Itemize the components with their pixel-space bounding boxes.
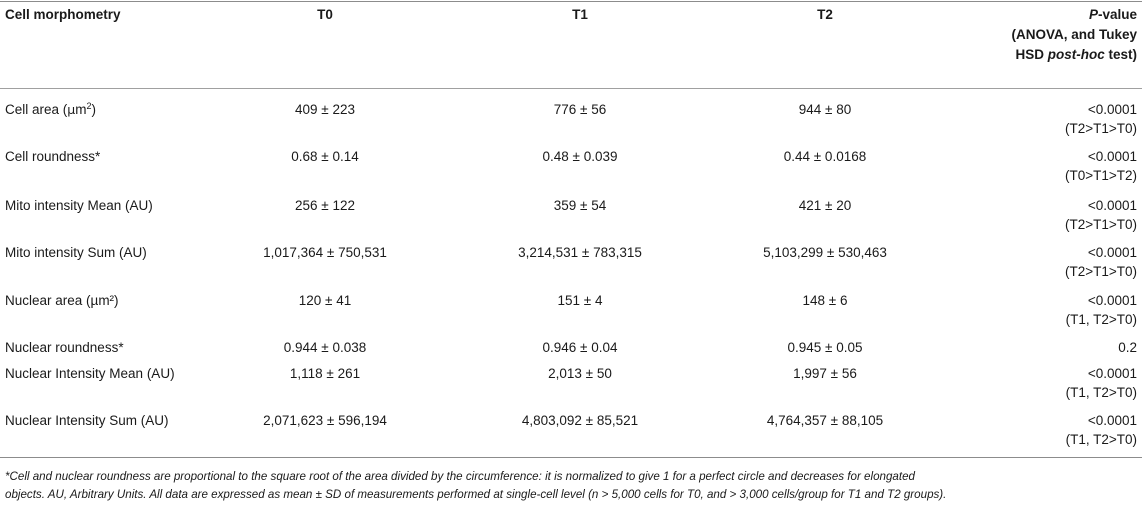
nuclear-area-t2: 148 ± 6 [802, 293, 848, 308]
cell-roundness-t1: 0.48 ± 0.039 [542, 149, 618, 164]
header-t1: T1 [572, 7, 588, 22]
cell-area-t0: 409 ± 223 [295, 102, 355, 117]
cell-area-t2: 944 ± 80 [798, 102, 852, 117]
nuclear-roundness-p: 0.2 [1118, 340, 1137, 355]
cell-area-t1: 776 ± 56 [553, 102, 607, 117]
nuclear-int-mean-t0: 1,118 ± 261 [289, 366, 361, 381]
mito-sum-t1: 3,214,531 ± 783,315 [518, 245, 642, 260]
header-cell-morphometry: Cell morphometry [5, 7, 121, 22]
nuclear-int-mean-t2: 1,997 ± 56 [793, 366, 857, 381]
nuclear-int-sum-t2: 4,764,357 ± 88,105 [766, 413, 884, 428]
nuclear-int-mean-p: <0.0001 [1087, 366, 1137, 381]
nuclear-roundness-t2: 0.945 ± 0.05 [787, 340, 863, 355]
nuclear-area-p: <0.0001 [1087, 293, 1137, 308]
header-p-italic: P [1088, 7, 1098, 22]
mito-sum-p: <0.0001 [1087, 245, 1137, 260]
row-label-nuclear-roundness: Nuclear roundness* [5, 340, 124, 355]
nuclear-int-sum-p-order: (T1, T2>T0) [1065, 432, 1137, 447]
mito-sum-t0: 1,017,364 ± 750,531 [263, 245, 387, 260]
nuclear-int-sum-t0: 2,071,623 ± 596,194 [263, 413, 387, 428]
nuclear-int-mean-p-order: (T1, T2>T0) [1065, 385, 1137, 400]
header-p-rest: -value [1097, 7, 1137, 22]
row-label-nuclear-int-sum: Nuclear Intensity Sum (AU) [5, 413, 169, 428]
table-bottom-rule [0, 457, 1142, 458]
header-t0: T0 [317, 7, 333, 22]
mito-mean-t2: 421 ± 20 [798, 198, 852, 213]
header-p-value [940, 5, 1137, 25]
nuclear-roundness-t1: 0.946 ± 0.04 [542, 340, 618, 355]
mito-sum-t2: 5,103,299 ± 530,463 [763, 245, 887, 260]
table-top-rule [0, 1, 1142, 2]
nuclear-area-t0: 120 ± 41 [298, 293, 352, 308]
cell-roundness-p: <0.0001 [1087, 149, 1137, 164]
footnote-line-1: *Cell and nuclear roundness are proportional to the square root of the area divided by the circumference: it is normalized to give 1 for a perfect circle and decreases for elongated [5, 470, 915, 483]
mito-sum-p-order: (T2>T1>T0) [1064, 264, 1137, 279]
nuclear-int-sum-p: <0.0001 [1087, 413, 1137, 428]
row-label-mito-mean: Mito intensity Mean (AU) [5, 198, 153, 213]
row-label-cell-roundness: Cell roundness* [5, 149, 101, 164]
nuclear-roundness-t0: 0.944 ± 0.038 [283, 340, 367, 355]
row-label-mito-sum: Mito intensity Sum (AU) [5, 245, 147, 260]
header-p-line3-italic: post-hoc [1047, 47, 1105, 62]
cell-area-p-order: (T2>T1>T0) [1064, 121, 1137, 136]
header-p-line2: (ANOVA, and Tukey [1011, 27, 1137, 42]
nuclear-area-t1: 151 ± 4 [557, 293, 603, 308]
mito-mean-p-order: (T2>T1>T0) [1064, 217, 1137, 232]
cell-roundness-t0: 0.68 ± 0.14 [291, 149, 359, 164]
header-p-line3-pre: HSD [1015, 47, 1048, 62]
header-p-line3 [940, 45, 1137, 65]
header-t2: T2 [817, 7, 833, 22]
mito-mean-p: <0.0001 [1087, 198, 1137, 213]
nuclear-area-p-order: (T1, T2>T0) [1065, 312, 1137, 327]
row-label-cell-area: Cell area $(\mu m^2)$ [5, 101, 96, 117]
cell-roundness-p-order: (T0>T1>T2) [1064, 168, 1137, 183]
nuclear-int-mean-t1: 2,013 ± 50 [548, 366, 612, 381]
mito-mean-t0: 256 ± 122 [295, 198, 355, 213]
nuclear-int-sum-t1: 4,803,092 ± 85,521 [521, 413, 639, 428]
footnote-line-2: objects. AU, Arbitrary Units. All data are expressed as mean ± SD of measurements performed at single-cell level (n > 5,000 cells for T0, and > 3,000 cells/group for T1 and T2 groups). [5, 488, 947, 501]
header-p-line3-post: test) [1104, 47, 1137, 62]
header-rule [0, 88, 1142, 89]
row-label-nuclear-int-mean: Nuclear Intensity Mean (AU) [5, 366, 175, 381]
cell-area-p: <0.0001 [1087, 102, 1137, 117]
mito-mean-t1: 359 ± 54 [553, 198, 607, 213]
row-label-nuclear-area: Nuclear area (µm²) [5, 293, 119, 308]
cell-roundness-t2: 0.44 ± 0.0168 [783, 149, 867, 164]
